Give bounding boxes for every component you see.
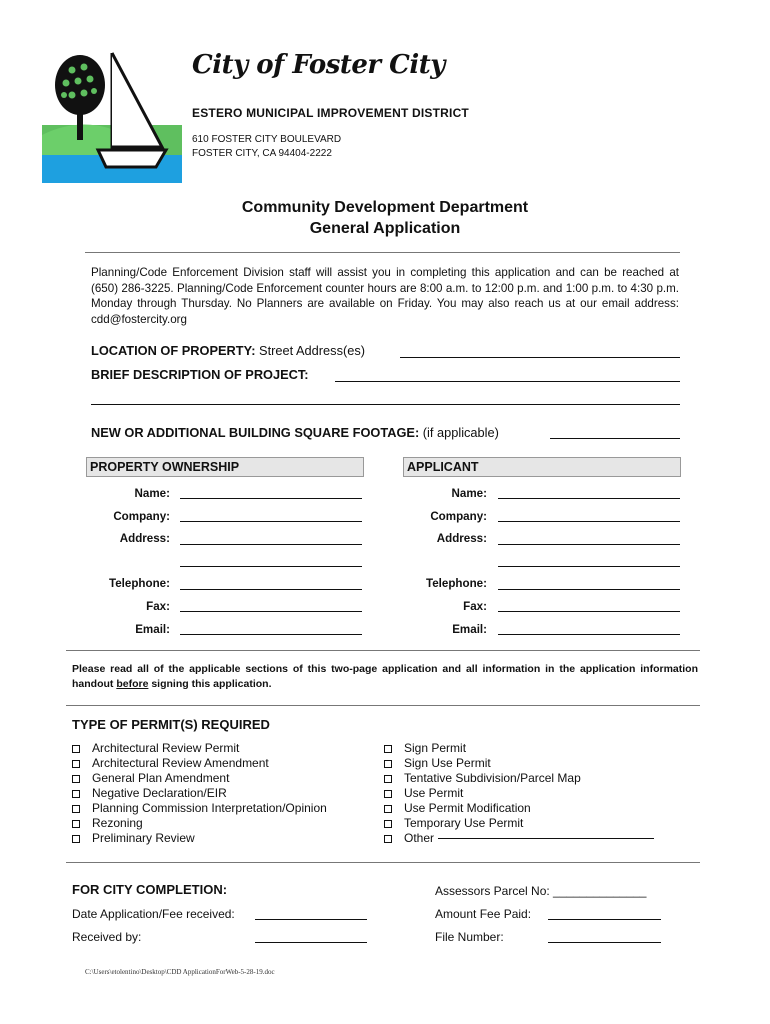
logo-tree-canopy bbox=[55, 55, 105, 115]
checkbox[interactable] bbox=[72, 820, 80, 828]
applicant-company-label: Company: bbox=[430, 510, 487, 523]
address-line-1: 610 FOSTER CITY BOULEVARD bbox=[192, 134, 342, 145]
permit-list-right bbox=[384, 741, 654, 846]
footage-sublabel: (if applicable) bbox=[422, 425, 499, 440]
checkbox[interactable] bbox=[384, 760, 392, 768]
permit-option[interactable]: Temporary Use Permit bbox=[384, 816, 654, 831]
title-divider bbox=[85, 252, 680, 253]
permit-option[interactable]: General Plan Amendment bbox=[72, 771, 327, 786]
owner-name-label: Name: bbox=[134, 487, 170, 500]
applicant-telephone-line[interactable] bbox=[498, 589, 680, 590]
file-number-label: File Number: bbox=[435, 930, 504, 944]
checkbox[interactable] bbox=[72, 745, 80, 753]
permit-option[interactable]: Use Permit bbox=[384, 786, 654, 801]
checkbox[interactable] bbox=[384, 805, 392, 813]
applicant-address-line-2[interactable] bbox=[498, 566, 680, 567]
permit-option[interactable]: Negative Declaration/EIR bbox=[72, 786, 327, 801]
city-title: City of Foster City bbox=[192, 50, 445, 80]
location-sublabel: Street Address(es) bbox=[259, 343, 366, 358]
owner-fax-line[interactable] bbox=[180, 611, 362, 612]
owner-company-line[interactable] bbox=[180, 521, 362, 522]
address-line-2: FOSTER CITY, CA 94404-2222 bbox=[192, 148, 332, 159]
permit-option[interactable]: Tentative Subdivision/Parcel Map bbox=[384, 771, 654, 786]
date-received-label: Date Application/Fee received: bbox=[72, 907, 235, 921]
owner-email-line[interactable] bbox=[180, 634, 362, 635]
checkbox[interactable] bbox=[384, 835, 392, 843]
owner-address-label: Address: bbox=[119, 532, 170, 545]
other-input-line[interactable] bbox=[438, 838, 654, 839]
checkbox[interactable] bbox=[72, 790, 80, 798]
applicant-heading: APPLICANT bbox=[403, 457, 681, 477]
permit-option[interactable]: Preliminary Review bbox=[72, 831, 327, 846]
footage-input-line[interactable] bbox=[550, 438, 680, 439]
applicant-telephone-label: Telephone: bbox=[426, 577, 487, 590]
owner-telephone-label: Telephone: bbox=[109, 577, 170, 590]
applicant-name-line[interactable] bbox=[498, 498, 680, 499]
checkbox[interactable] bbox=[72, 760, 80, 768]
applicant-email-line[interactable] bbox=[498, 634, 680, 635]
owner-email-label: Email: bbox=[135, 623, 170, 636]
amount-fee-label: Amount Fee Paid: bbox=[435, 907, 532, 921]
permit-option[interactable]: Sign Permit bbox=[384, 741, 654, 756]
assessors-parcel-blank: ______________ bbox=[553, 884, 647, 898]
permit-type-heading: TYPE OF PERMIT(S) REQUIRED bbox=[72, 717, 270, 732]
file-path-footer: C:\Users\etolentino\Desktop\CDD ApplicationForWeb-5-28-19.doc bbox=[85, 968, 275, 976]
property-ownership-heading: PROPERTY OWNERSHIP bbox=[86, 457, 364, 477]
applicant-fax-line[interactable] bbox=[498, 611, 680, 612]
district-name: ESTERO MUNICIPAL IMPROVEMENT DISTRICT bbox=[192, 106, 469, 120]
permit-option-other[interactable]: Other bbox=[384, 831, 654, 846]
owner-address-line-2[interactable] bbox=[180, 566, 362, 567]
date-received-line[interactable] bbox=[255, 919, 367, 920]
foster-city-logo bbox=[42, 45, 182, 185]
owner-fax-label: Fax: bbox=[146, 600, 170, 613]
owner-telephone-line[interactable] bbox=[180, 589, 362, 590]
received-by-line[interactable] bbox=[255, 942, 367, 943]
checkbox[interactable] bbox=[72, 775, 80, 783]
logo-sail bbox=[112, 53, 162, 147]
description-input-line-1[interactable] bbox=[335, 381, 680, 382]
applicant-fax-label: Fax: bbox=[463, 600, 487, 613]
owner-company-label: Company: bbox=[113, 510, 170, 523]
applicant-email-label: Email: bbox=[452, 623, 487, 636]
location-label: LOCATION OF PROPERTY: Street Address(es) bbox=[91, 343, 366, 358]
applicant-company-line[interactable] bbox=[498, 521, 680, 522]
checkbox[interactable] bbox=[384, 820, 392, 828]
checkbox[interactable] bbox=[72, 835, 80, 843]
section-divider-2 bbox=[66, 705, 700, 706]
location-input-line[interactable] bbox=[400, 357, 680, 358]
owner-name-line[interactable] bbox=[180, 498, 362, 499]
permit-option[interactable]: Rezoning bbox=[72, 816, 327, 831]
logo-hull bbox=[98, 150, 166, 167]
applicant-address-label: Address: bbox=[436, 532, 487, 545]
permit-option[interactable]: Sign Use Permit bbox=[384, 756, 654, 771]
amount-fee-line[interactable] bbox=[548, 919, 661, 920]
owner-address-line-1[interactable] bbox=[180, 544, 362, 545]
application-title: General Application bbox=[309, 220, 461, 237]
applicant-name-label: Name: bbox=[451, 487, 487, 500]
assessors-parcel-label: Assessors Parcel No: ______________ bbox=[435, 884, 647, 898]
permit-option[interactable]: Planning Commission Interpretation/Opinion bbox=[72, 801, 327, 816]
received-by-label: Received by: bbox=[72, 930, 142, 944]
permit-list-left bbox=[72, 741, 327, 846]
read-notice: Please read all of the applicable sections of this two-page application and all information in the application information handout before signing this application. bbox=[72, 663, 698, 690]
section-divider-3 bbox=[66, 862, 700, 863]
checkbox[interactable] bbox=[384, 790, 392, 798]
file-number-line[interactable] bbox=[548, 942, 661, 943]
applicant-address-line-1[interactable] bbox=[498, 544, 680, 545]
footage-label: NEW OR ADDITIONAL BUILDING SQUARE FOOTAGE: (if applicable) bbox=[91, 425, 499, 440]
permit-option[interactable]: Architectural Review Amendment bbox=[72, 756, 327, 771]
description-label: BRIEF DESCRIPTION OF PROJECT: bbox=[91, 367, 309, 382]
department-title: Community Development Department bbox=[241, 199, 529, 216]
intro-paragraph: Planning/Code Enforcement Division staff will assist you in completing this application and can be reached at (650) 286-3225. Planning/Code Enforcement counter hours are 8:00 a.m. to 12:00 p.m. and 1:00 p.m. to 4:30 p.m. Monday through Thursday. No Planners are available on Friday. You may also reach us at our email address: cdd@fostercity.org bbox=[91, 266, 679, 326]
permit-option[interactable]: Use Permit Modification bbox=[384, 801, 654, 816]
description-input-line-2[interactable] bbox=[91, 404, 680, 405]
city-completion-heading: FOR CITY COMPLETION: bbox=[72, 882, 228, 897]
checkbox[interactable] bbox=[72, 805, 80, 813]
permit-option[interactable]: Architectural Review Permit bbox=[72, 741, 327, 756]
checkbox[interactable] bbox=[384, 775, 392, 783]
checkbox[interactable] bbox=[384, 745, 392, 753]
section-divider-1 bbox=[66, 650, 700, 651]
notice-emphasis: before bbox=[116, 678, 149, 690]
